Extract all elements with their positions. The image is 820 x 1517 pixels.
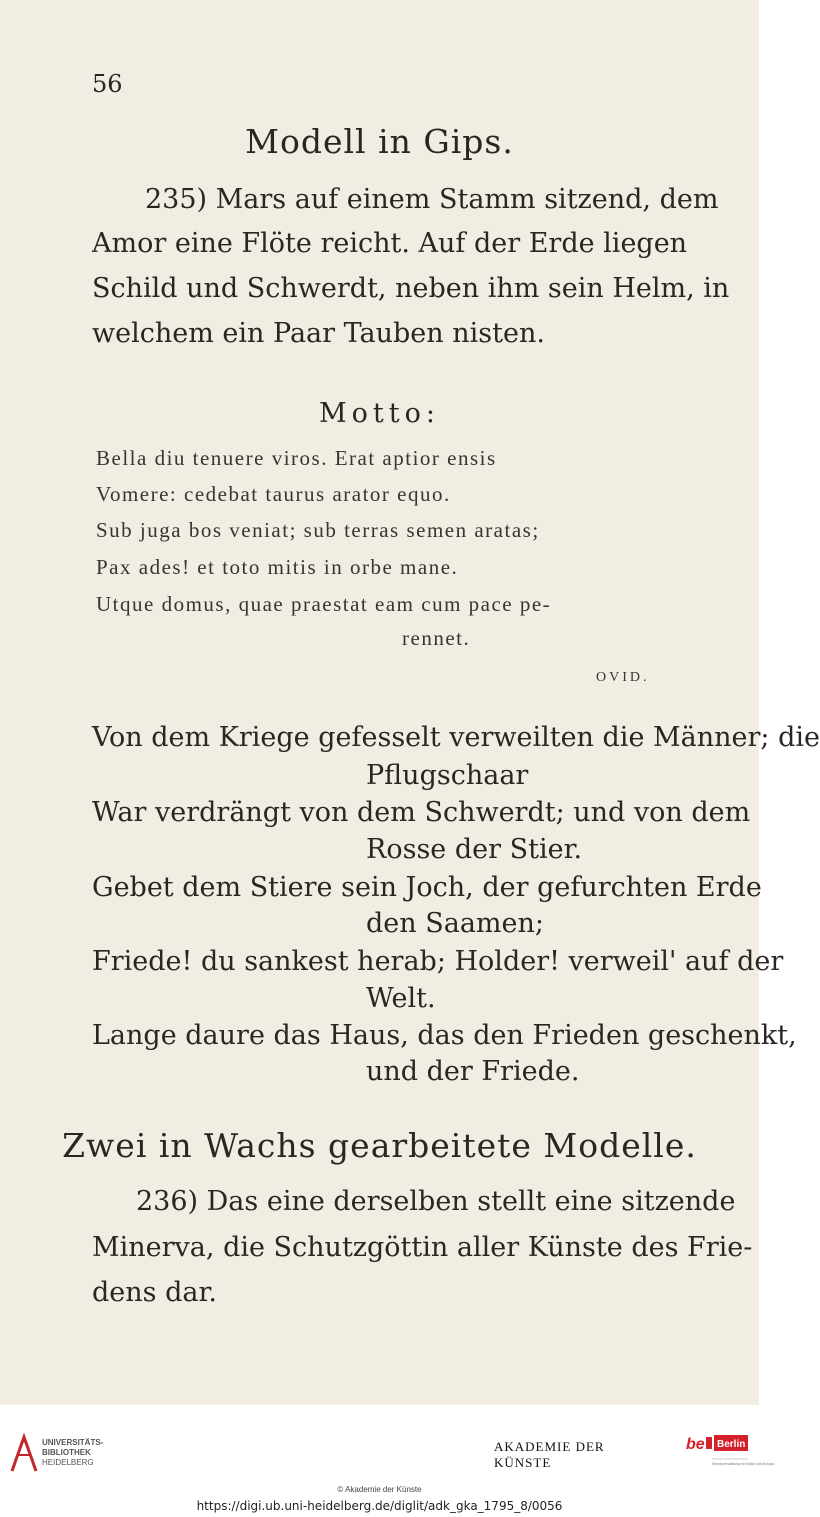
berlin-senate-logo-icon[interactable] bbox=[684, 1429, 775, 1475]
university-library-logo-icon[interactable] bbox=[10, 1433, 38, 1473]
german-line: Friede! du sankest herab; Holder! verweil' auf der bbox=[92, 946, 784, 977]
latin-line: Pax ades! et toto mitis in orbe mane. bbox=[96, 555, 459, 579]
entry-236-line: dens dar. bbox=[92, 1277, 217, 1308]
entry-236-line: 236) Das eine derselben stellt eine sitzende bbox=[136, 1186, 736, 1217]
page-number: 56 bbox=[92, 70, 123, 98]
entry-235-line: welchem ein Paar Tauben nisten. bbox=[92, 318, 545, 349]
latin-line: rennet. bbox=[402, 626, 471, 650]
german-line: Rosse der Stier. bbox=[366, 834, 583, 865]
latin-line: Bella diu tenuere viros. Erat aptior ensis bbox=[96, 446, 497, 470]
german-line: Von dem Kriege gefesselt verweilten die Männer; die bbox=[92, 722, 820, 753]
entry-236-line: Minerva, die Schutzgöttin aller Künste des Frie- bbox=[92, 1232, 753, 1263]
svg-text:be: be bbox=[686, 1436, 705, 1453]
ub-heidelberg-label[interactable] bbox=[42, 1438, 103, 1468]
viewer-footer bbox=[0, 1405, 775, 1517]
latin-author: OVID. bbox=[596, 670, 650, 685]
adk-label: AKADEMIE DER KÜNSTE bbox=[484, 1432, 675, 1478]
heading-modell-in-gips: Modell in Gips. bbox=[245, 122, 514, 161]
entry-235-line: Schild und Schwerdt, neben ihm sein Helm, in bbox=[92, 273, 730, 304]
german-line: Pflugschaar bbox=[366, 760, 529, 791]
copyright-notice: © Akademie der Künste bbox=[337, 1485, 422, 1494]
german-line: Lange daure das Haus, das den Frieden geschenkt, bbox=[92, 1020, 797, 1051]
entry-235-line: Amor eine Flöte reicht. Auf der Erde liegen bbox=[92, 228, 688, 259]
ub-label-line: BIBLIOTHEK bbox=[42, 1448, 91, 1457]
berlin-logo-text: Berlin bbox=[717, 1439, 746, 1450]
berlin-logo-subtext: Senatsverwaltung für Kultur und Europa bbox=[712, 1462, 775, 1466]
latin-line: Sub juga bos veniat; sub terras semen aratas; bbox=[96, 518, 540, 542]
german-line: und der Friede. bbox=[366, 1056, 580, 1087]
german-line: War verdrängt von dem Schwerdt; und von dem bbox=[92, 797, 751, 828]
ub-label-line: HEIDELBERG bbox=[42, 1458, 94, 1467]
german-line: Welt. bbox=[366, 983, 436, 1014]
motto-heading: Motto: bbox=[319, 398, 440, 429]
entry-235-line: 235) Mars auf einem Stamm sitzend, dem bbox=[145, 184, 719, 215]
permalink-url[interactable]: https://digi.ub.uni-heidelberg.de/diglit/adk_gka_1795_8/0056 bbox=[196, 1499, 563, 1513]
heading-zwei-modelle: Zwei in Wachs gearbeitete Modelle. bbox=[62, 1126, 697, 1165]
akademie-der-kuenste-logo[interactable] bbox=[484, 1433, 675, 1477]
latin-line: Utque domus, quae praestat eam cum pace pe- bbox=[96, 592, 552, 616]
german-line: Gebet dem Stiere sein Joch, der gefurchten Erde bbox=[92, 872, 762, 903]
german-line: den Saamen; bbox=[366, 908, 544, 939]
latin-line: Vomere: cedebat taurus arator equo. bbox=[96, 482, 451, 506]
ub-label-line: UNIVERSITÄTS- bbox=[42, 1438, 104, 1447]
